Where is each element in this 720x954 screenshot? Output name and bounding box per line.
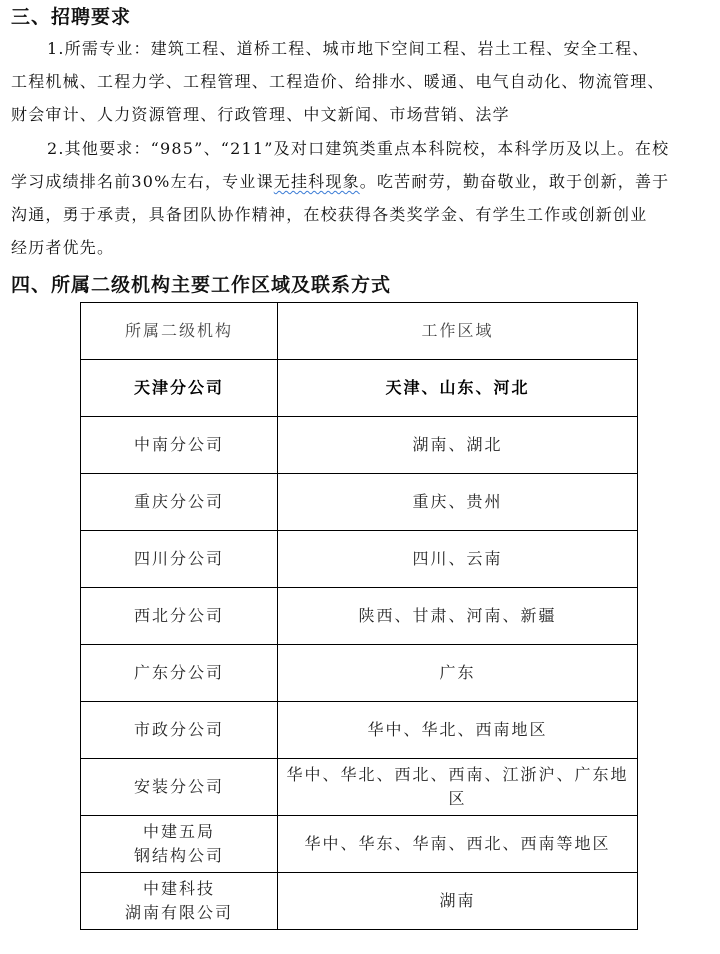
table-row [81, 588, 638, 645]
majors-line-1: 1.所需专业：建筑工程、道桥工程、城市地下空间工程、岩土工程、安全工程、 [47, 39, 650, 58]
requirement-majors [11, 32, 711, 131]
org-cell-line: 钢结构公司 [133, 846, 224, 865]
table-row [81, 360, 638, 417]
org-cell: 西北分公司 [81, 588, 278, 645]
region-cell: 重庆、贵州 [278, 474, 638, 531]
region-cell: 天津、山东、河北 [278, 360, 638, 417]
section-4-heading: 四、所属二级机构主要工作区域及联系方式 [11, 274, 392, 296]
table-row [81, 531, 638, 588]
region-cell: 湖南 [278, 873, 638, 930]
other-line-3: 沟通，勇于承责，具备团队协作精神，在校获得各类奖学金、有学生工作或创新创业 [11, 205, 648, 224]
region-cell: 湖南、湖北 [278, 417, 638, 474]
region-cell: 华中、华东、华南、西北、西南等地区 [278, 816, 638, 873]
requirement-other [11, 132, 711, 264]
table-header-org: 所属二级机构 [81, 303, 278, 360]
table-row [81, 873, 638, 930]
table-header-region: 工作区域 [278, 303, 638, 360]
table-header-row [81, 303, 638, 360]
org-cell: 中南分公司 [81, 417, 278, 474]
section-3-heading: 三、招聘要求 [11, 6, 132, 28]
region-cell: 华中、华北、西北、西南、江浙沪、广东地区 [278, 759, 638, 816]
table-row [81, 645, 638, 702]
org-cell: 天津分公司 [81, 360, 278, 417]
org-cell: 广东分公司 [81, 645, 278, 702]
org-cell-line: 中建科技 [142, 879, 215, 898]
org-cell: 安装分公司 [81, 759, 278, 816]
other-line-2 [11, 165, 711, 198]
region-cell: 四川、云南 [278, 531, 638, 588]
org-cell [81, 816, 278, 873]
other-line-4: 经历者优先。 [11, 238, 115, 257]
org-cell [81, 873, 278, 930]
majors-line-3: 财会审计、人力资源管理、行政管理、中文新闻、市场营销、法学 [11, 105, 510, 124]
majors-line-2: 工程机械、工程力学、工程管理、工程造价、给排水、暖通、电气自动化、物流管理、 [11, 72, 665, 91]
region-cell: 广东 [278, 645, 638, 702]
region-cell: 陕西、甘肃、河南、新疆 [278, 588, 638, 645]
table-row [81, 417, 638, 474]
org-cell: 重庆分公司 [81, 474, 278, 531]
org-cell: 四川分公司 [81, 531, 278, 588]
other-line-2-end: 。吃苦耐劳，勤奋敬业，敢于创新，善于 [359, 172, 670, 191]
org-cell: 市政分公司 [81, 702, 278, 759]
table-row [81, 759, 638, 816]
org-cell-line: 中建五局 [142, 822, 215, 841]
table-row [81, 816, 638, 873]
table-row [81, 474, 638, 531]
org-cell-line: 湖南有限公司 [124, 903, 233, 922]
work-region-table [80, 302, 638, 930]
table-row [81, 702, 638, 759]
spellcheck-underlined-text: 无挂科现象 [273, 172, 360, 191]
other-line-1: 2.其他要求：“985”、“211”及对口建筑类重点本科院校，本科学历及以上。在校 [47, 139, 670, 158]
region-cell: 华中、华北、西南地区 [278, 702, 638, 759]
other-line-2-start: 学习成绩排名前30%左右，专业课 [11, 172, 274, 191]
